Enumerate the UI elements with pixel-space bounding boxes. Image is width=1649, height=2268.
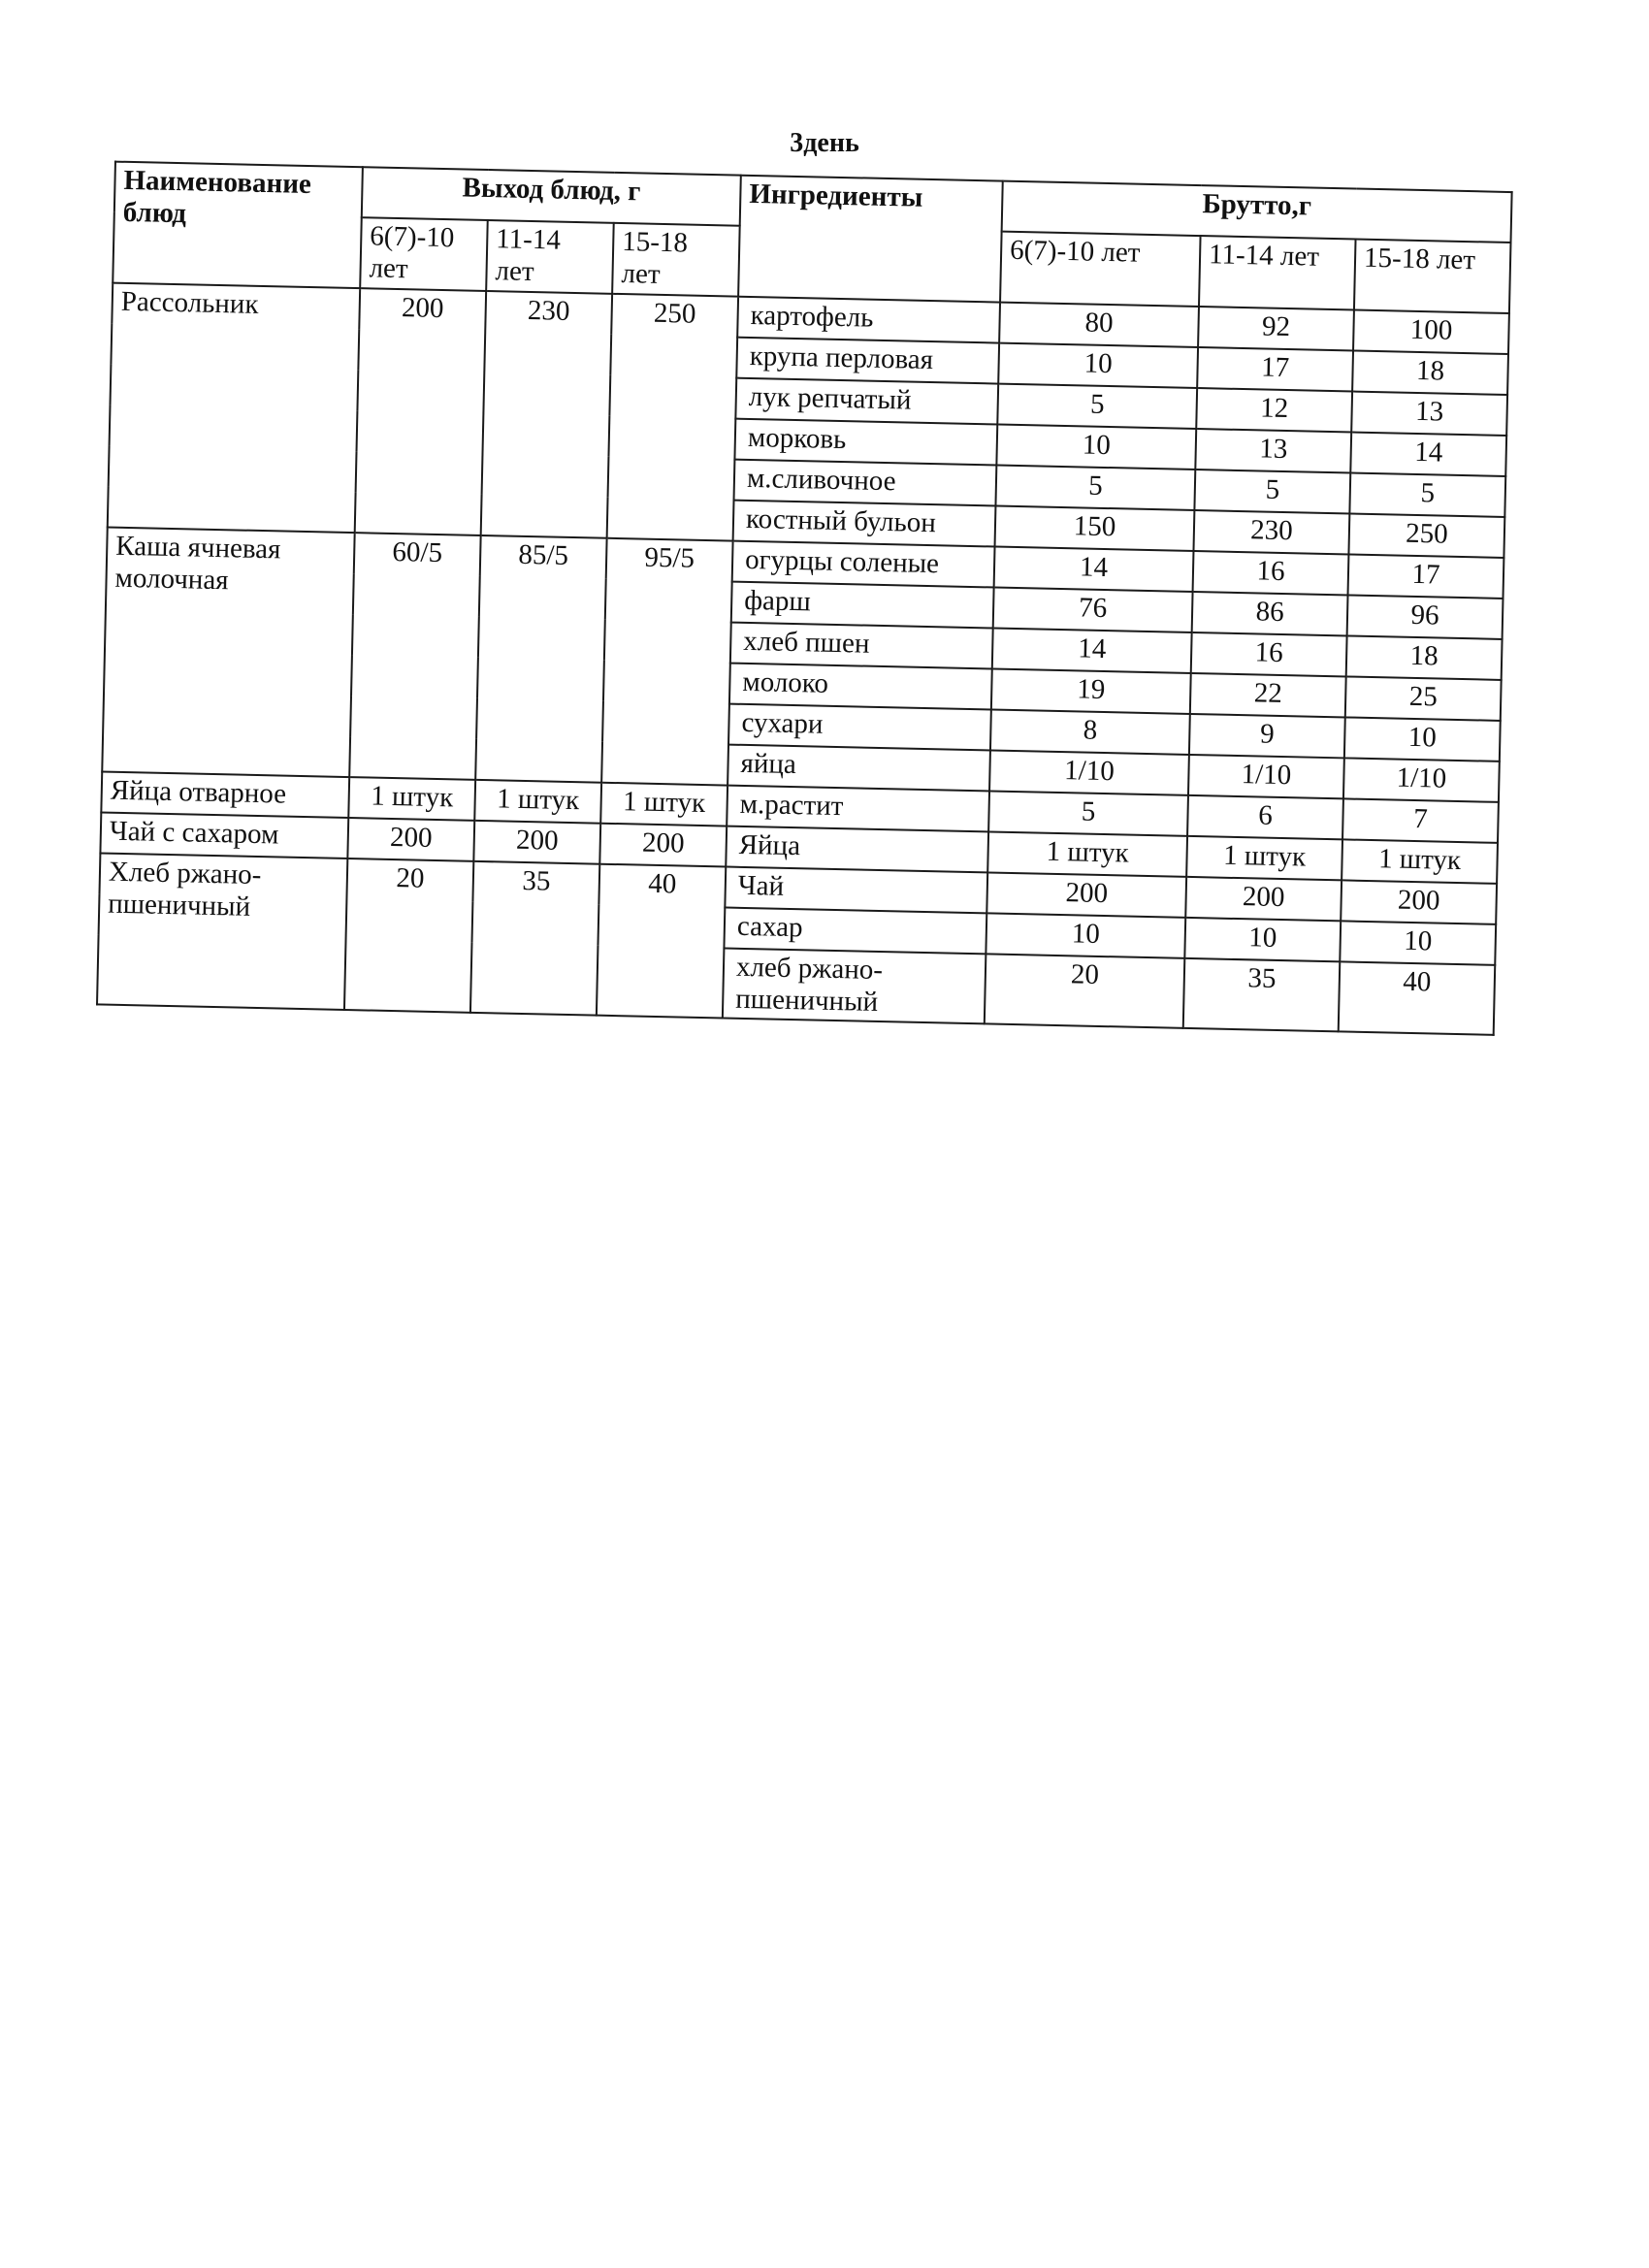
ingredient-brutto: 5 xyxy=(997,383,1197,428)
ingredient-brutto: 1 штук xyxy=(987,831,1187,876)
ingredient-brutto: 96 xyxy=(1347,595,1504,638)
dish-name: Яйца отварное xyxy=(101,771,349,818)
dish-yield: 85/5 xyxy=(475,535,606,783)
ingredient-brutto: 18 xyxy=(1346,635,1503,679)
ingredient-name: молоко xyxy=(729,663,992,709)
header-ingredients: Ингредиенты xyxy=(738,176,1003,303)
ingredient-brutto: 1 штук xyxy=(1186,836,1342,880)
ingredient-name: Яйца xyxy=(726,826,988,872)
header-yield-age-1: 6(7)-10 лет xyxy=(360,217,488,291)
ingredient-name: картофель xyxy=(737,296,1000,342)
ingredient-brutto: 200 xyxy=(1341,880,1497,923)
ingredient-brutto: 200 xyxy=(1185,877,1342,921)
ingredient-brutto: 5 xyxy=(988,791,1188,835)
ingredient-brutto: 17 xyxy=(1348,554,1504,598)
ingredient-brutto: 150 xyxy=(995,505,1195,550)
ingredient-name: огурцы соленые xyxy=(732,540,995,587)
header-brutto-age-3: 15-18 лет xyxy=(1354,240,1511,313)
header-yield-age-3: 15-18 лет xyxy=(612,223,740,297)
ingredient-name: хлеб пшен xyxy=(730,622,993,668)
page-title: 3день xyxy=(790,128,859,158)
ingredient-brutto: 35 xyxy=(1183,958,1341,1032)
ingredient-brutto: 1 штук xyxy=(1342,839,1498,883)
ingredient-brutto: 7 xyxy=(1342,798,1499,842)
dish-yield: 200 xyxy=(347,818,474,861)
ingredient-brutto: 16 xyxy=(1191,632,1347,676)
ingredient-brutto: 12 xyxy=(1196,388,1352,432)
dish-yield: 250 xyxy=(607,294,738,541)
dish-yield: 95/5 xyxy=(601,537,732,785)
ingredient-brutto: 13 xyxy=(1351,391,1507,435)
ingredient-brutto: 5 xyxy=(1349,472,1505,516)
dish-name: Чай с сахаром xyxy=(100,812,348,859)
ingredient-brutto: 9 xyxy=(1189,714,1345,758)
ingredient-brutto: 1/10 xyxy=(989,750,1189,794)
ingredient-brutto: 22 xyxy=(1190,673,1346,717)
header-brutto-age-1: 6(7)-10 лет xyxy=(1000,232,1201,307)
ingredient-name: костный бульон xyxy=(733,500,996,546)
ingredient-brutto: 92 xyxy=(1198,307,1354,350)
ingredient-name: м.сливочное xyxy=(734,459,997,505)
ingredient-brutto: 6 xyxy=(1187,795,1343,839)
dish-yield: 200 xyxy=(473,821,600,864)
dish-name: Хлеб ржано-пшеничный xyxy=(97,853,347,1010)
ingredient-brutto: 80 xyxy=(999,302,1199,346)
ingredient-brutto: 230 xyxy=(1194,510,1350,554)
dish-yield: 40 xyxy=(597,863,726,1018)
ingredient-name: яйца xyxy=(728,744,990,791)
ingredient-name: лук репчатый xyxy=(735,377,998,424)
ingredient-brutto: 14 xyxy=(1350,432,1506,475)
ingredient-brutto: 19 xyxy=(991,668,1191,713)
ingredient-brutto: 10 xyxy=(996,424,1196,469)
header-dish-name: Наименование блюд xyxy=(113,162,363,288)
ingredient-name: хлеб ржано-пшеничный xyxy=(723,948,986,1024)
ingredient-brutto: 5 xyxy=(1194,470,1350,513)
ingredient-brutto: 10 xyxy=(1340,921,1496,964)
header-brutto: Брутто,г xyxy=(1002,181,1512,243)
dish-yield: 20 xyxy=(344,859,473,1013)
ingredient-brutto: 18 xyxy=(1352,350,1508,394)
ingredient-brutto: 25 xyxy=(1345,676,1502,720)
ingredient-brutto: 200 xyxy=(986,872,1186,917)
dish-yield: 230 xyxy=(481,291,612,538)
header-brutto-age-2: 11-14 лет xyxy=(1199,236,1356,309)
ingredient-name: Чай xyxy=(725,866,987,913)
dish-yield: 1 штук xyxy=(348,777,475,821)
dish-yield: 200 xyxy=(355,288,486,535)
ingredient-brutto: 8 xyxy=(990,709,1190,754)
ingredient-brutto: 10 xyxy=(986,913,1185,957)
ingredient-name: крупа перловая xyxy=(736,337,999,383)
ingredient-brutto: 14 xyxy=(992,628,1192,672)
dish-yield: 1 штук xyxy=(600,782,728,826)
header-yield-age-2: 11-14 лет xyxy=(486,220,614,294)
ingredient-brutto: 13 xyxy=(1195,429,1351,472)
dish-name: Рассольник xyxy=(108,282,360,533)
dish-yield: 1 штук xyxy=(474,780,601,824)
ingredient-brutto: 100 xyxy=(1353,309,1509,353)
menu-table-body xyxy=(97,282,1509,1035)
ingredient-name: м.растит xyxy=(727,785,989,831)
ingredient-name: сухари xyxy=(728,703,991,750)
ingredient-name: фарш xyxy=(731,581,994,628)
ingredient-brutto: 250 xyxy=(1348,513,1504,557)
dish-yield: 35 xyxy=(470,861,599,1016)
ingredient-name: морковь xyxy=(734,418,997,465)
ingredient-brutto: 16 xyxy=(1193,551,1349,595)
ingredient-name: сахар xyxy=(724,907,986,954)
dish-yield: 200 xyxy=(599,823,727,866)
ingredient-brutto: 86 xyxy=(1192,592,1348,635)
ingredient-brutto: 1/10 xyxy=(1343,758,1500,801)
dish-name: Каша ячневая молочная xyxy=(102,527,354,777)
ingredient-brutto: 5 xyxy=(995,465,1195,509)
ingredient-brutto: 1/10 xyxy=(1188,755,1344,798)
dish-yield: 60/5 xyxy=(349,533,480,780)
ingredient-brutto: 17 xyxy=(1197,347,1353,391)
ingredient-brutto: 14 xyxy=(994,546,1194,591)
ingredient-brutto: 10 xyxy=(1184,918,1341,961)
header-yield: Выход блюд, г xyxy=(362,167,741,225)
menu-table xyxy=(96,161,1513,1037)
ingredient-brutto: 10 xyxy=(998,342,1198,387)
ingredient-brutto: 40 xyxy=(1339,961,1496,1035)
ingredient-brutto: 10 xyxy=(1344,717,1501,761)
ingredient-brutto: 20 xyxy=(985,954,1185,1028)
ingredient-brutto: 76 xyxy=(993,587,1193,632)
